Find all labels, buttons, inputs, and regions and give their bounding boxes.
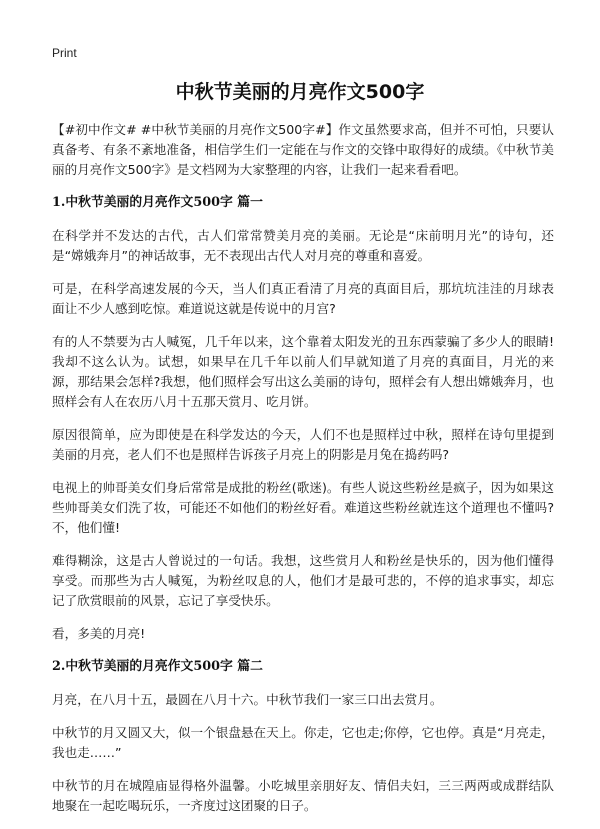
paragraph: 有的人不禁要为古人喊冤，几千年以来，这个靠着太阳发光的丑东西蒙骗了多少人的眼睛!我却不这么认为。试想，如果早在几千年以前人们早就知道了月亮的真面目，月光的来源，那结果会怎样?我想，他们照样会写出这么美丽的诗句，照样会有人想出嫦娥奔月，也照样会有人在农历八月十五那天赏月、吃月饼。 bbox=[52, 334, 554, 409]
intro-paragraph: 【#初中作文# #中秋节美丽的月亮作文500字#】作文虽然要求高，但并不可怕，只要认真备考、有条不紊地准备，相信学生们一定能在与作文的交锋中取得好的成绩。《中秋节美丽的月亮作文500字》是文档网为大家整理的内容，让我们一起来看看吧。 bbox=[52, 122, 554, 177]
paragraph: 电视上的帅哥美女们身后常常是成批的粉丝(歌迷)。有些人说这些粉丝是疯子，因为如果这些帅哥美女们洗了妆，可能还不如他们的粉丝好看。难道这些粉丝就连这个道理也不懂吗?不，他们懂! bbox=[52, 480, 554, 535]
paragraph: 原因很简单，应为即使是在科学发达的今天，人们不也是照样过中秋，照样在诗句里提到美丽的月亮，老人们不也是照样告诉孩子月亮上的阴影是月兔在捣药吗? bbox=[52, 427, 554, 462]
paragraph: 可是，在科学高速发展的今天，当人们真正看清了月亮的真面目后，那坑坑洼洼的月球表面让不少人感到吃惊。难道说这就是传说中的月宫? bbox=[52, 281, 554, 316]
paragraph: 在科学并不发达的古代，古人们常常赞美月亮的美丽。无论是“床前明月光”的诗句，还是“嫦娥奔月”的神话故事，无不表现出古代人对月亮的尊重和喜爱。 bbox=[52, 228, 554, 263]
paragraph: 月亮，在八月十五，最圆在八月十六。中秋节我们一家三口出去赏月。 bbox=[52, 692, 443, 707]
paragraph: 中秋节的月在城隍庙显得格外温馨。小吃城里亲朋好友、情侣夫妇，三三两两或成群结队地聚在一起吃喝玩乐，一齐度过这团聚的日子。 bbox=[52, 778, 554, 813]
page-title: 中秋节美丽的月亮作文500字 bbox=[175, 81, 425, 103]
paragraph: 中秋节的月又圆又大，似一个银盘悬在天上。你走，它也走;你停，它也停。真是“月亮走，我也走……” bbox=[52, 725, 554, 760]
article-body bbox=[52, 120, 554, 829]
print-link[interactable]: Print bbox=[52, 46, 77, 60]
paragraph: 难得糊涂，这是古人曾说过的一句话。我想，这些赏月人和粉丝是快乐的，因为他们懂得享受。而那些为古人喊冤，为粉丝叹息的人，他们才是最可悲的，不停的追求事实，却忘记了欣赏眼前的风景，忘记了享受快乐。 bbox=[52, 553, 554, 608]
paragraph: 看，多美的月亮! bbox=[52, 626, 146, 641]
section-heading-1: 1.中秋节美丽的月亮作文500字 篇一 bbox=[52, 195, 263, 210]
section-heading-2: 2.中秋节美丽的月亮作文500字 篇二 bbox=[52, 659, 263, 674]
